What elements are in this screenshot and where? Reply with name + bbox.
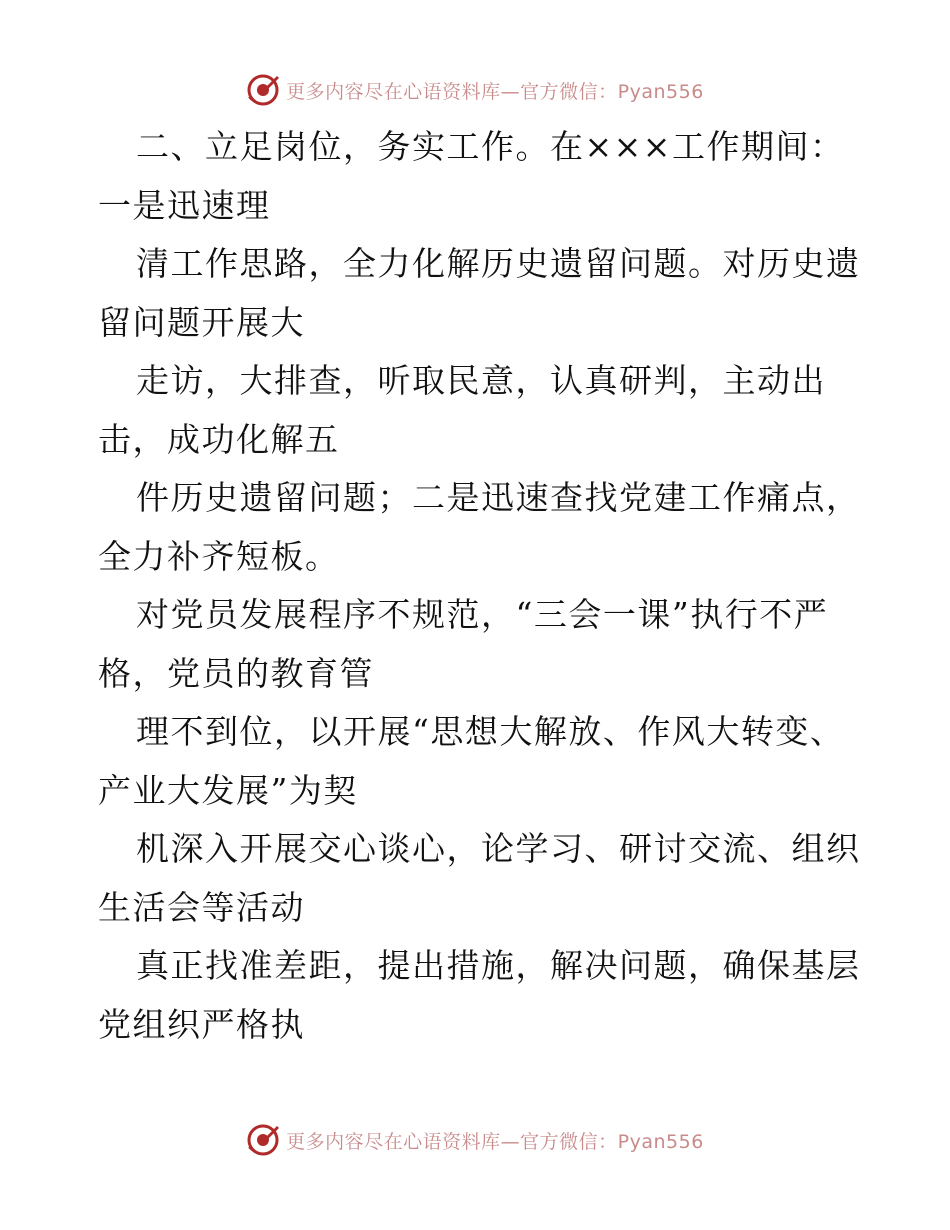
pen-logo-icon <box>246 73 280 107</box>
text-line: 生活会等活动 <box>98 887 305 927</box>
text-line: 全力补齐短板。 <box>98 536 340 576</box>
watermark-text: 更多内容尽在心语资料库—官方微信：Pyan556 <box>286 1130 704 1153</box>
text-line: 理不到位，以开展“思想大解放、作风大转变、 <box>136 712 845 751</box>
document-body <box>98 118 861 1054</box>
text-line: 对党员发展程序不规范，“三会一课”执行不严 <box>136 595 829 634</box>
text-line: 走访，大排查，听取民意，认真研判，主动出 <box>136 361 826 400</box>
header-watermark <box>0 70 950 110</box>
text-line: 件历史遗留问题；二是迅速查找党建工作痛点， <box>136 478 861 517</box>
footer-watermark <box>0 1120 950 1160</box>
text-line: 二、立足岗位，务实工作。在×××工作期间： <box>136 127 845 166</box>
text-line: 机深入开展交心谈心，论学习、研讨交流、组织 <box>136 829 861 868</box>
text-line: 一是迅速理 <box>98 185 271 225</box>
text-line: 击，成功化解五 <box>98 419 340 459</box>
text-line: 格，党员的教育管 <box>98 653 374 693</box>
text-line: 党组织严格执 <box>98 1004 305 1044</box>
text-line: 真正找准差距，提出措施，解决问题，确保基层 <box>136 946 861 985</box>
watermark-text: 更多内容尽在心语资料库—官方微信：Pyan556 <box>286 80 704 103</box>
pen-logo-icon <box>246 1123 280 1157</box>
text-line: 清工作思路，全力化解历史遗留问题。对历史遗 <box>136 244 861 283</box>
text-line: 产业大发展”为契 <box>98 770 358 810</box>
text-line: 留问题开展大 <box>98 302 305 342</box>
